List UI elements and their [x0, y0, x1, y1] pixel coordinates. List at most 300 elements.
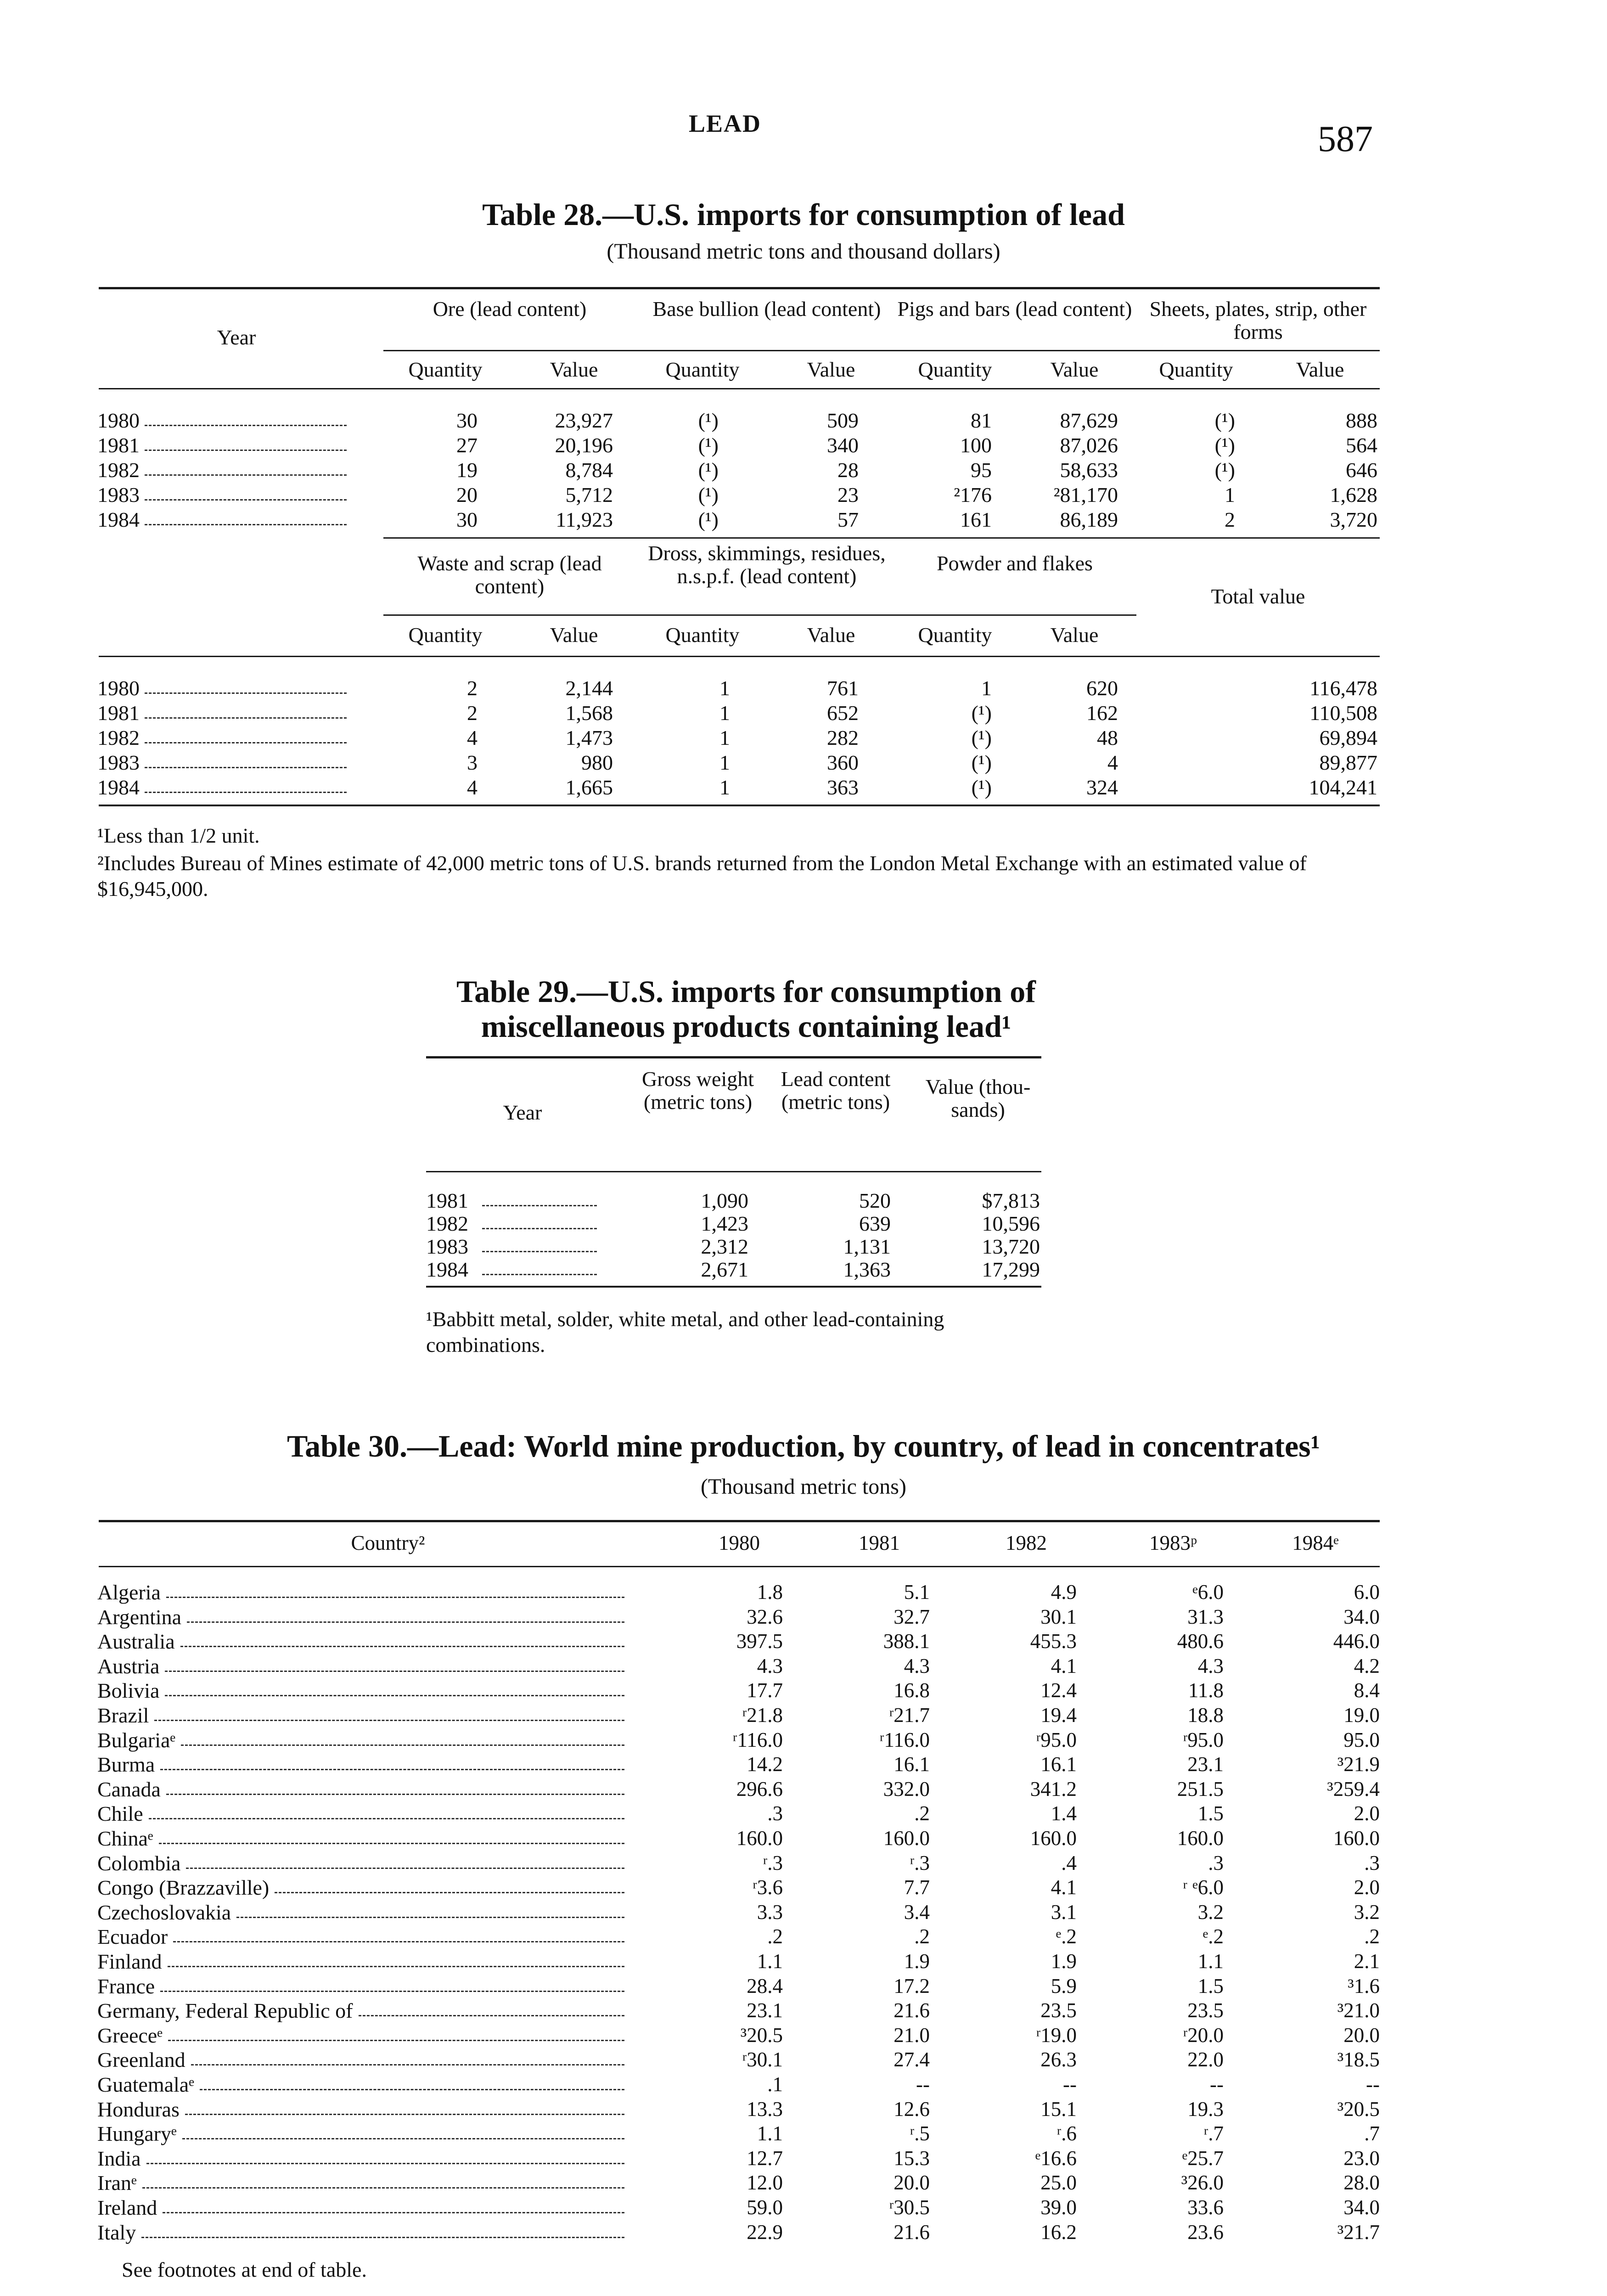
table-cell: 19 [456, 458, 478, 482]
qty-label: Quantity [918, 358, 992, 381]
group-header-dross: Dross, skimmings, residues, n.s.p.f. (lead content) [648, 541, 886, 588]
table-cell: 282 [827, 726, 859, 749]
leader-dots [145, 792, 347, 793]
country-name: India [97, 2147, 141, 2170]
table-cell: 761 [827, 676, 859, 700]
table-28-year-header: Year [217, 326, 256, 349]
table-cell: -- [1210, 2073, 1224, 2096]
table-cell: 23.5 [1187, 1999, 1224, 2022]
table-29-top-rule [426, 1056, 1041, 1058]
table-cell: ʳ30.1 [742, 2048, 783, 2071]
table-cell: 3 [467, 751, 478, 774]
country-name: Argentina [97, 1605, 182, 1629]
table-cell: 6.0 [1354, 1581, 1380, 1604]
table-cell: 4.3 [757, 1654, 783, 1677]
table-cell: 160.0 [1333, 1827, 1380, 1850]
table-cell: 116,478 [1309, 676, 1377, 700]
table-cell: ᵉ16.6 [1035, 2147, 1077, 2170]
year-label: 1980 [97, 409, 140, 432]
table-cell: 1.9 [1051, 1950, 1077, 1973]
table-cell: ²81,170 [1053, 483, 1118, 506]
table-cell: 341.2 [1030, 1778, 1077, 1801]
table-cell: (¹) [1214, 409, 1235, 432]
table-cell: 446.0 [1333, 1630, 1380, 1653]
table-cell: 1.9 [904, 1950, 930, 1973]
table-29-year-header: Year [503, 1101, 542, 1124]
table-cell: 3.4 [904, 1901, 930, 1924]
table-cell: 26.3 [1040, 2048, 1077, 2071]
country-name: Australia [97, 1630, 175, 1653]
year-label: 1984 [426, 1258, 468, 1281]
table-cell: 1 [719, 701, 730, 725]
table-cell: 12.0 [747, 2171, 783, 2194]
table-cell: 1,628 [1330, 483, 1377, 506]
table-cell: ʳ21.7 [889, 1704, 930, 1727]
year-header-1980: 1980 [719, 1531, 760, 1554]
table-cell: 2 [467, 676, 478, 700]
table-cell: ³259.4 [1327, 1778, 1380, 1801]
year-label: 1983 [426, 1235, 468, 1258]
table-cell: 4.2 [1354, 1654, 1380, 1677]
table-cell: 95 [971, 458, 992, 482]
table-cell: 639 [859, 1212, 891, 1235]
table-cell: 360 [827, 751, 859, 774]
table-cell: 23.5 [1040, 1999, 1077, 2022]
country-name: Finland [97, 1950, 162, 1973]
table-cell: .2 [767, 1925, 783, 1948]
leader-dots [236, 1917, 624, 1918]
table-cell: 20,196 [555, 433, 613, 457]
table-cell: .3 [767, 1802, 783, 1825]
table-cell: 160.0 [736, 1827, 783, 1850]
table-cell: 22.9 [747, 2221, 783, 2244]
table-cell: (¹) [1214, 458, 1235, 482]
table-cell: 2,144 [565, 676, 613, 700]
table-cell: 340 [827, 433, 859, 457]
table-cell: 32.7 [893, 1605, 930, 1628]
country-name: Congo (Brazzaville) [97, 1876, 270, 1899]
table-cell: 1,423 [701, 1212, 748, 1235]
table-cell: 4 [467, 776, 478, 799]
year-label: 1984 [97, 776, 140, 799]
val-label: Value [1296, 358, 1344, 381]
leader-dots [275, 1892, 624, 1893]
table-cell: 5.9 [1051, 1975, 1077, 1998]
leader-dots [482, 1205, 597, 1206]
table-cell: 1,473 [565, 726, 613, 749]
table-29-value-header: Value (thou- sands) [925, 1075, 1031, 1121]
table-28-bottom-rule [99, 805, 1380, 806]
leader-dots [166, 1597, 624, 1598]
leader-dots [163, 2212, 624, 2213]
table-cell: 388.1 [883, 1630, 930, 1653]
table-cell: (¹) [698, 458, 719, 482]
country-name: Burma [97, 1753, 155, 1776]
leader-dots [165, 1695, 624, 1696]
year-label: 1982 [426, 1212, 468, 1235]
table-cell: $7,813 [982, 1189, 1040, 1212]
table-cell: 32.6 [747, 1605, 783, 1628]
table-cell: .1 [767, 2073, 783, 2096]
table-cell: 5.1 [904, 1581, 930, 1604]
table-cell: 15.3 [893, 2147, 930, 2170]
table-28-subtitle: (Thousand metric tons and thousand dollars) [607, 239, 1000, 264]
table-cell: 11.8 [1188, 1679, 1224, 1702]
leader-dots [191, 2064, 624, 2065]
table-cell: 34.0 [1343, 2196, 1380, 2219]
table-cell: ʳ95.0 [1036, 1728, 1077, 1751]
table-cell: .7 [1364, 2122, 1380, 2145]
table-29-header-rule [426, 1171, 1041, 1172]
qty-label: Quantity [1159, 358, 1233, 381]
leader-dots [181, 1745, 624, 1746]
leader-dots [149, 1818, 624, 1819]
table-cell: 1,665 [565, 776, 613, 799]
table-cell: 28 [837, 458, 859, 482]
table-cell: ʳ30.5 [889, 2196, 930, 2219]
leader-dots [146, 2163, 624, 2164]
running-head: LEAD [689, 110, 762, 137]
table-cell: 19.4 [1040, 1704, 1077, 1727]
leader-dots [145, 524, 347, 525]
qty-label: Quantity [918, 623, 992, 647]
leader-dots [185, 2114, 624, 2115]
table-cell: 10,596 [982, 1212, 1040, 1235]
leader-dots [180, 1646, 624, 1647]
table-cell: 95.0 [1343, 1728, 1380, 1751]
table-cell: ᵉ.2 [1056, 1925, 1077, 1948]
leader-dots [141, 2237, 624, 2238]
table-cell: 22.0 [1187, 2048, 1224, 2071]
table-cell: 20 [456, 483, 478, 506]
leader-dots [359, 2015, 624, 2016]
table-cell: 16.2 [1040, 2221, 1077, 2244]
table-cell: 31.3 [1187, 1605, 1224, 1628]
see-footnotes-note: See footnotes at end of table. [122, 2258, 367, 2281]
table-cell: 5,712 [565, 483, 613, 506]
table-cell: ʳ21.8 [742, 1704, 783, 1727]
table-cell: 23 [837, 483, 859, 506]
table-29-title-line-1: Table 29.—U.S. imports for consumption of [456, 974, 1036, 1009]
table-cell: 20.0 [1343, 2024, 1380, 2047]
table-cell: 455.3 [1030, 1630, 1077, 1653]
table-cell: 81 [971, 409, 992, 432]
table-cell: 1.5 [1197, 1802, 1224, 1825]
table-cell: ³26.0 [1181, 2171, 1224, 2194]
table-cell: ʳ.3 [910, 1851, 930, 1874]
group-header-sheets: Sheets, plates, strip, other forms [1149, 297, 1367, 343]
country-name: Germany, Federal Republic of [97, 1999, 353, 2022]
table-cell: ʳ.5 [910, 2122, 930, 2145]
table-cell: ʳ.6 [1056, 2122, 1077, 2145]
table-cell: ³21.0 [1337, 1999, 1380, 2022]
table-cell: .3 [1364, 1851, 1380, 1874]
table-cell: 11,923 [556, 508, 613, 531]
leader-dots [165, 1671, 624, 1672]
table-cell: 564 [1346, 433, 1377, 457]
table-cell: 1 [719, 776, 730, 799]
table-cell: .3 [1208, 1851, 1224, 1874]
table-cell: (¹) [971, 701, 992, 725]
table-cell: 3.3 [757, 1901, 783, 1924]
table-cell: ³21.9 [1337, 1753, 1380, 1776]
table-cell: 363 [827, 776, 859, 799]
country-name: Guatemalaᵉ [97, 2073, 195, 2096]
year-header-1983: 1983ᵖ [1149, 1531, 1197, 1554]
table-cell: 7.7 [904, 1876, 930, 1899]
table-cell: 28.4 [747, 1975, 783, 1998]
table-cell: 1.5 [1197, 1975, 1224, 1998]
group-header-base-bullion: Base bullion (lead content) [652, 297, 881, 321]
table-cell: 3.1 [1051, 1901, 1077, 1924]
table-cell: ʳ116.0 [879, 1728, 930, 1751]
table-cell: .2 [914, 1925, 930, 1948]
group-header-total: Total value [1211, 585, 1305, 608]
table-cell: 2.1 [1354, 1950, 1380, 1973]
table-cell: -- [1366, 2073, 1380, 2096]
table-cell: 332.0 [883, 1778, 930, 1801]
val-label: Value [807, 358, 855, 381]
table-cell: 8,784 [565, 458, 613, 482]
table-cell: 2.0 [1354, 1876, 1380, 1899]
year-label: 1980 [97, 676, 140, 700]
table-cell: 23.1 [747, 1999, 783, 2022]
table-cell: 4.1 [1051, 1654, 1077, 1677]
qty-label: Quantity [408, 623, 483, 647]
table-cell: 2.0 [1354, 1802, 1380, 1825]
table-cell: 4.3 [1197, 1654, 1224, 1677]
table-cell: 2,671 [701, 1258, 748, 1281]
table-cell: 2 [467, 701, 478, 725]
leader-dots [145, 717, 347, 719]
table-cell: ʳ.7 [1203, 2122, 1224, 2145]
table-cell: 2,312 [701, 1235, 748, 1258]
table-cell: 324 [1086, 776, 1118, 799]
table-cell: 1,131 [843, 1235, 891, 1258]
table-30-title: Table 30.—Lead: World mine production, by country, of lead in concentrates¹ [287, 1429, 1320, 1463]
country-name: Iranᵉ [97, 2171, 137, 2195]
table-cell: ʳ.3 [763, 1851, 783, 1874]
table-cell: 16.1 [1040, 1753, 1077, 1776]
table-cell: -- [916, 2073, 930, 2096]
table-cell: 89,877 [1319, 751, 1377, 774]
table-cell: 69,894 [1319, 726, 1377, 749]
table-cell: ᵉ6.0 [1192, 1581, 1224, 1604]
year-header-1982: 1982 [1006, 1531, 1047, 1554]
table-cell: 4.9 [1051, 1581, 1077, 1604]
table-cell: 160.0 [883, 1827, 930, 1850]
val-label: Value [1050, 358, 1099, 381]
header-bottom-rule [99, 388, 1380, 389]
table-cell: 12.7 [747, 2147, 783, 2170]
group-header-powder: Powder and flakes [937, 551, 1093, 575]
leader-dots [145, 474, 347, 476]
table-cell: ʳ20.0 [1183, 2024, 1224, 2047]
table-cell: 12.4 [1040, 1679, 1077, 1702]
table-cell: 110,508 [1309, 701, 1377, 725]
country-name: Colombia [97, 1851, 181, 1875]
table-cell: 480.6 [1177, 1630, 1224, 1653]
leader-dots [145, 742, 347, 743]
table-cell: (¹) [698, 483, 719, 506]
table-cell: 17.2 [893, 1975, 930, 1998]
table-cell: 397.5 [736, 1630, 783, 1653]
table-cell: 104,241 [1309, 776, 1377, 799]
leader-dots [200, 2089, 624, 2090]
leader-dots [145, 425, 347, 426]
table-cell: 1 [1225, 483, 1235, 506]
table-cell: ²176 [954, 483, 992, 506]
leader-dots [145, 767, 347, 768]
table-cell: 14.2 [747, 1753, 783, 1776]
table-cell: .2 [1364, 1925, 1380, 1948]
table-cell: 30 [456, 409, 478, 432]
group-header-ore: Ore (lead content) [433, 297, 587, 321]
table-cell: 21.6 [893, 2221, 930, 2244]
country-name: Hungaryᵉ [97, 2122, 177, 2145]
country-name: Ecuador [97, 1925, 168, 1948]
table-cell: (¹) [971, 776, 992, 799]
leader-dots [168, 2040, 624, 2041]
country-name: Bolivia [97, 1679, 160, 1702]
table-cell: 87,026 [1060, 433, 1118, 457]
group-header-waste-scrap: Waste and scrap (lead content) [417, 551, 602, 598]
table-28-top-rule [99, 287, 1380, 289]
country-name: Brazil [97, 1704, 149, 1727]
table-cell: 100 [960, 433, 992, 457]
table-cell: 34.0 [1343, 1605, 1380, 1628]
year-label: 1981 [426, 1189, 468, 1212]
country-name: Canada [97, 1778, 161, 1801]
table-cell: ³18.5 [1337, 2048, 1380, 2071]
country-name: Ireland [97, 2196, 157, 2219]
table-30-subtitle: (Thousand metric tons) [701, 1474, 906, 1499]
table-cell: (¹) [698, 433, 719, 457]
year-label: 1983 [97, 751, 140, 774]
country-name: Greenland [97, 2048, 185, 2071]
table-cell: 3.2 [1197, 1901, 1224, 1924]
table-cell: 1,090 [701, 1189, 748, 1212]
table-cell: 1.1 [757, 1950, 783, 1973]
leader-dots [160, 1769, 624, 1770]
table-cell: 28.0 [1343, 2171, 1380, 2194]
table-28-title: Table 28.—U.S. imports for consumption of lead [482, 197, 1125, 232]
table-cell: 4.1 [1051, 1876, 1077, 1899]
table-cell: 13.3 [747, 2098, 783, 2121]
table-cell: 57 [837, 508, 859, 531]
table-cell: 1,363 [843, 1258, 891, 1281]
table-cell: 520 [859, 1189, 891, 1212]
table-cell: 1,568 [565, 701, 613, 725]
leader-dots [482, 1251, 597, 1252]
country-name: Honduras [97, 2098, 180, 2121]
table-cell: 17.7 [747, 1679, 783, 1702]
table-cell: ³20.5 [740, 2024, 783, 2047]
table-cell: 21.6 [893, 1999, 930, 2022]
table-cell: 509 [827, 409, 859, 432]
table-29-gross-weight-header: Gross weight (metric tons) [641, 1067, 754, 1114]
year-header-1981: 1981 [859, 1531, 900, 1554]
table-cell: 27.4 [893, 2048, 930, 2071]
leader-dots [182, 2138, 624, 2139]
table-cell: 19.3 [1187, 2098, 1224, 2121]
table-cell: 162 [1086, 701, 1118, 725]
year-label: 1981 [97, 701, 140, 725]
table-cell: 48 [1097, 726, 1118, 749]
table-30-header-rule [99, 1566, 1380, 1567]
table-cell: 8.4 [1354, 1679, 1380, 1702]
table-cell: ʳ3.6 [752, 1876, 783, 1899]
leader-dots [145, 499, 347, 501]
table-cell: 87,629 [1060, 409, 1118, 432]
table-cell: 30 [456, 508, 478, 531]
table-cell: 296.6 [736, 1778, 783, 1801]
table-cell: 15.1 [1040, 2098, 1077, 2121]
val-label: Value [1050, 623, 1099, 647]
country-name: Algeria [97, 1581, 161, 1604]
leader-dots [160, 1991, 624, 1992]
leader-dots [173, 1941, 624, 1942]
table-cell: 161 [960, 508, 992, 531]
leader-dots [159, 1843, 624, 1844]
val-label: Value [550, 623, 598, 647]
year-header-1984: 1984ᵉ [1292, 1531, 1339, 1554]
table-cell: 16.1 [893, 1753, 930, 1776]
table-cell: (¹) [698, 508, 719, 531]
leader-dots [482, 1274, 597, 1275]
table-30-top-rule [99, 1520, 1380, 1522]
table-29-title-line-2: miscellaneous products containing lead¹ [481, 1009, 1011, 1044]
table-cell: 30.1 [1040, 1605, 1077, 1628]
table-cell: 23.6 [1187, 2221, 1224, 2244]
year-label: 1982 [97, 726, 140, 749]
table-cell: 3.2 [1354, 1901, 1380, 1924]
table-cell: .4 [1061, 1851, 1077, 1874]
table-cell: 33.6 [1187, 2196, 1224, 2219]
val-label: Value [550, 358, 598, 381]
table-cell: ʳ ᵉ6.0 [1183, 1876, 1224, 1899]
country-name: Austria [97, 1654, 160, 1678]
table-cell: 1 [719, 726, 730, 749]
table-cell: 980 [581, 751, 613, 774]
table-cell: 2 [1225, 508, 1235, 531]
table-cell: 20.0 [893, 2171, 930, 2194]
table-cell: ³1.6 [1348, 1975, 1380, 1998]
country-name: Chile [97, 1802, 143, 1825]
leader-dots [145, 692, 347, 694]
table-cell: 58,633 [1060, 458, 1118, 482]
page-number: 587 [1318, 119, 1373, 159]
country-name: Chinaᵉ [97, 1827, 153, 1850]
year-label: 1982 [97, 458, 140, 482]
table-cell: 4 [1107, 751, 1118, 774]
table-29-lead-content-header: Lead content (metric tons) [781, 1067, 891, 1114]
table-cell: 39.0 [1040, 2196, 1077, 2219]
group-header-underline [383, 614, 1136, 616]
table-cell: 160.0 [1030, 1827, 1077, 1850]
table-cell: 1 [981, 676, 992, 700]
leader-dots [186, 1868, 624, 1869]
year-label: 1983 [97, 483, 140, 506]
val-label: Value [807, 623, 855, 647]
table-cell: (¹) [698, 409, 719, 432]
table-cell: 16.8 [893, 1679, 930, 1702]
table-cell: 86,189 [1060, 508, 1118, 531]
qty-label: Quantity [665, 358, 740, 381]
table-cell: 251.5 [1177, 1778, 1224, 1801]
table-cell: 21.0 [893, 2024, 930, 2047]
table-cell: 13,720 [982, 1235, 1040, 1258]
